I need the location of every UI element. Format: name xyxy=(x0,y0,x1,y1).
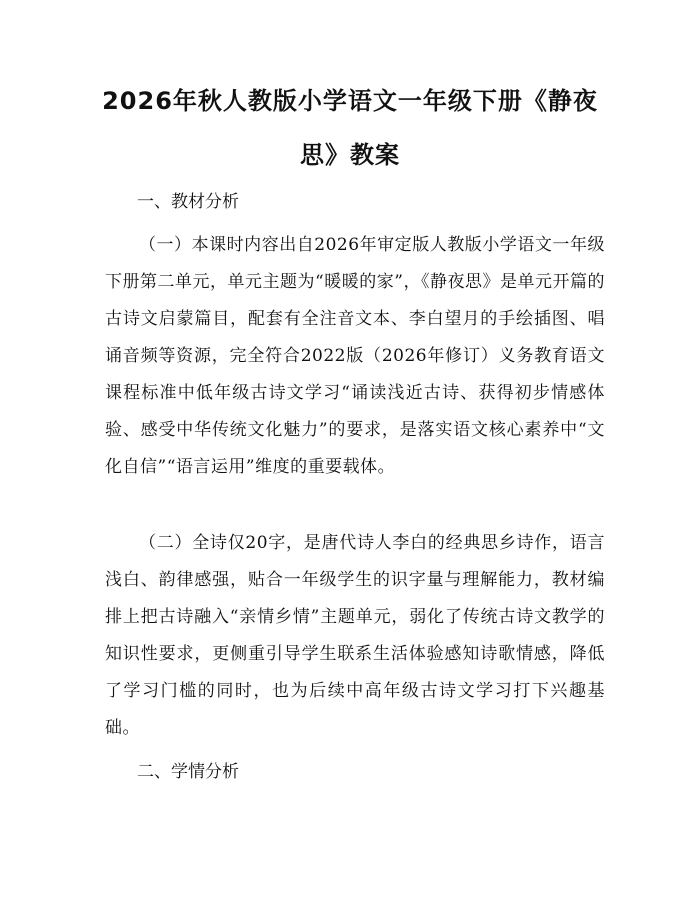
section-heading-student-analysis: 二、学情分析 xyxy=(137,762,239,782)
section-heading-textbook-analysis: 一、教材分析 xyxy=(137,192,239,212)
document-title: 2026年秋人教版小学语文一年级下册《静夜思》教案 xyxy=(102,87,598,169)
paragraph-2: （二）全诗仅20字，是唐代诗人李白的经典思乡诗作，语言浅白、韵律感强，贴合一年级学生的识字量与理解能力，教材编排上把古诗融入“亲情乡情”主题单元，弱化了传统古诗文教学的知识性要求，更侧重引导学生联系生活体验感知诗歌情感，降低了学习门槛的同时，也为后续中高年级古诗文学习打下兴趣基础。 xyxy=(105,533,605,738)
paragraph-1: （一）本课时内容出自2026年审定版人教版小学语文一年级下册第二单元，单元主题为“暖暖的家”，《静夜思》是单元开篇的古诗文启蒙篇目，配套有全注音文本、李白望月的手绘插图、唱诵音频等资源，完全符合2022版（2026年修订）义务教育语文课程标准中低年级古诗文学习“诵读浅近古诗、获得初步情感体验、感受中华传统文化魅力”的要求，是落实语文核心素养中“文化自信”“语言运用”维度的重要载体。 xyxy=(105,235,605,477)
